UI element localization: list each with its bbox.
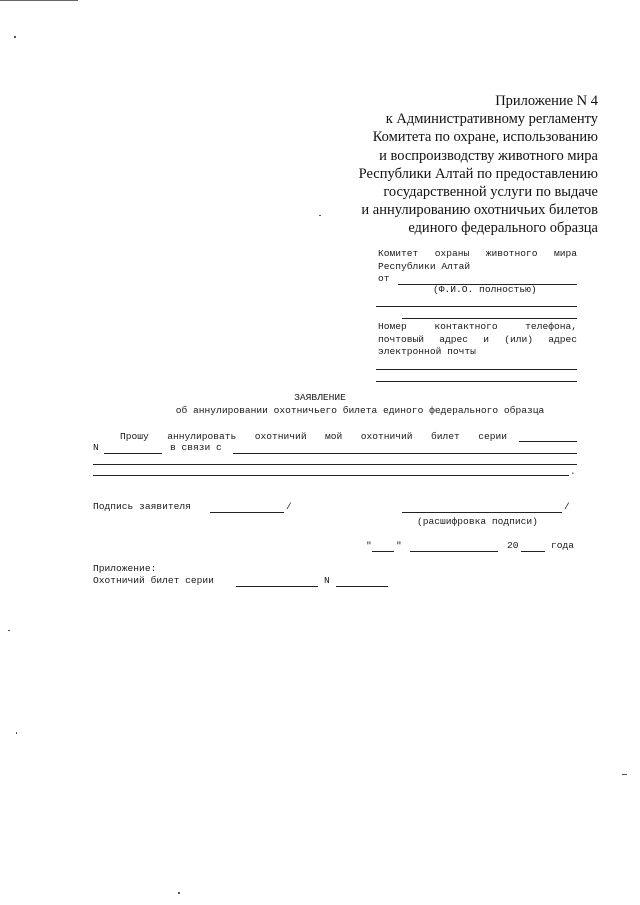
header-line: Комитета по охране, использованию — [372, 129, 598, 146]
attachment-label: Приложение: — [93, 563, 157, 574]
header-line: к Административному регламенту — [385, 111, 598, 128]
scan-speck — [16, 732, 17, 734]
scan-speck — [319, 215, 321, 216]
scan-edge-line — [0, 0, 78, 1]
addressee-line-2: Республики Алтай — [378, 261, 471, 272]
reason-label: в связи с — [170, 442, 222, 453]
header-line: Республики Алтай по предоставлению — [358, 165, 598, 182]
reason-input-line-3[interactable] — [93, 475, 569, 476]
signature-input-line[interactable] — [210, 512, 284, 513]
from-label: от — [378, 273, 390, 284]
document-subtitle: об аннулировании охотничьего билета единого федерального образца — [175, 405, 545, 416]
scan-speck — [8, 630, 10, 631]
header-line: единого федерального образца — [408, 220, 598, 237]
addressee-line-1: Комитет охраны животного мира — [378, 248, 577, 259]
contact-line-3: электронной почты — [378, 346, 476, 357]
reason-input-line-2[interactable] — [93, 464, 577, 465]
date-year-word: года — [551, 540, 575, 551]
contact-input-line-1[interactable] — [376, 369, 577, 370]
scan-speck — [178, 892, 180, 894]
ticket-number-label: N — [324, 575, 330, 586]
fio-input-line-2[interactable] — [402, 318, 577, 319]
date-year-input-line[interactable] — [521, 551, 545, 552]
series-input-line[interactable] — [519, 441, 577, 442]
reason-input-line-1[interactable] — [233, 453, 577, 454]
header-line: и воспроизводству животного мира — [379, 147, 598, 164]
contact-line-1: Номер контактного телефона, — [378, 321, 577, 332]
signature-decode-input-line[interactable] — [402, 512, 562, 513]
header-line: государственной услуги по выдаче — [383, 184, 598, 201]
date-quote-close: " — [396, 540, 402, 551]
ticket-label: Охотничий билет серии — [93, 575, 214, 586]
header-line: и аннулированию охотничьих билетов — [361, 202, 598, 219]
ticket-number-input-line[interactable] — [336, 586, 388, 587]
contact-line-2: почтовый адрес и (или) адрес — [378, 334, 577, 345]
fio-input-line[interactable] — [376, 306, 577, 307]
ticket-series-input-line[interactable] — [236, 586, 318, 587]
signature-slash-2: / — [564, 501, 570, 512]
request-text: Прошу аннулировать охотничий мой охотничий билет серии — [120, 431, 507, 442]
appendix-header — [359, 92, 598, 238]
scan-speck — [14, 36, 16, 38]
number-label: N — [93, 442, 99, 453]
scan-speck — [622, 774, 627, 775]
date-month-input-line[interactable] — [410, 551, 498, 552]
date-century: 20 — [507, 540, 519, 551]
reason-end-period: . — [570, 466, 576, 477]
decode-hint: (расшифровка подписи) — [417, 516, 538, 527]
date-quote-open: " — [366, 540, 372, 551]
fio-hint: (Ф.И.О. полностью) — [433, 284, 537, 295]
signature-slash: / — [286, 501, 292, 512]
header-line: Приложение N 4 — [495, 93, 598, 109]
number-input-line[interactable] — [104, 453, 162, 454]
signature-label: Подпись заявителя — [93, 501, 191, 512]
date-day-input-line[interactable] — [372, 551, 394, 552]
document-title: ЗАЯВЛЕНИЕ — [294, 392, 346, 403]
contact-input-line-2[interactable] — [376, 381, 577, 382]
